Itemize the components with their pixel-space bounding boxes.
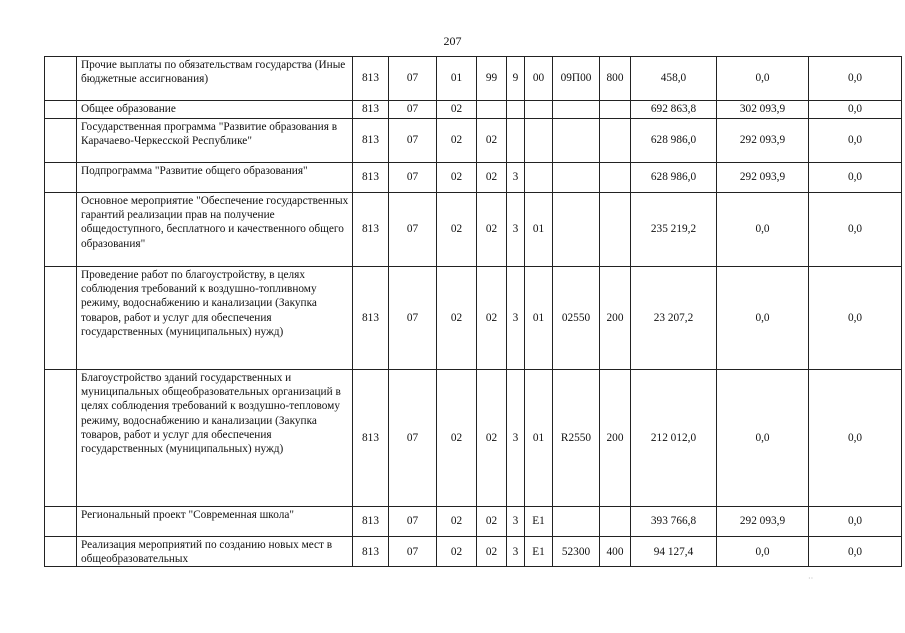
program-code: 99 bbox=[477, 57, 507, 101]
sum-year2: 0,0 bbox=[717, 193, 809, 267]
sum-year1: 393 766,8 bbox=[631, 507, 717, 537]
page-number: 207 bbox=[443, 34, 462, 48]
subprogram-code: 3 bbox=[507, 193, 525, 267]
sum-year1: 628 986,0 bbox=[631, 163, 717, 193]
event-code: E1 bbox=[525, 537, 553, 567]
program-code: 02 bbox=[477, 507, 507, 537]
program-code: 02 bbox=[477, 537, 507, 567]
subprogram-code bbox=[507, 101, 525, 119]
section-code: 07 bbox=[389, 267, 437, 370]
row-name: Реализация мероприятий по созданию новых мест в общеобразовательных bbox=[77, 537, 353, 567]
event-code: 01 bbox=[525, 370, 553, 507]
sum-year1: 692 863,8 bbox=[631, 101, 717, 119]
direction-code bbox=[553, 119, 600, 163]
row-name: Прочие выплаты по обязательствам государства (Иные бюджетные ассигнования) bbox=[77, 57, 353, 101]
direction-code bbox=[553, 101, 600, 119]
program-code: 02 bbox=[477, 119, 507, 163]
ministry-code: 813 bbox=[353, 267, 389, 370]
sum-year2: 0,0 bbox=[717, 370, 809, 507]
table-row bbox=[45, 267, 902, 370]
ministry-code: 813 bbox=[353, 101, 389, 119]
sum-year1: 23 207,2 bbox=[631, 267, 717, 370]
ministry-code: 813 bbox=[353, 193, 389, 267]
row-name: Государственная программа "Развитие образования в Карачаево-Черкесской Республике" bbox=[77, 119, 353, 163]
table-row bbox=[45, 370, 902, 507]
subprogram-code: 3 bbox=[507, 163, 525, 193]
sum-year3: 0,0 bbox=[809, 370, 902, 507]
sum-year1: 458,0 bbox=[631, 57, 717, 101]
sum-year3: 0,0 bbox=[809, 267, 902, 370]
section-code: 07 bbox=[389, 507, 437, 537]
row-name: Общее образование bbox=[77, 101, 353, 119]
event-code bbox=[525, 101, 553, 119]
blank-cell bbox=[45, 267, 77, 370]
expense-type-code: 800 bbox=[600, 57, 631, 101]
blank-cell bbox=[45, 537, 77, 567]
blank-cell bbox=[45, 370, 77, 507]
program-code: 02 bbox=[477, 370, 507, 507]
sum-year3: 0,0 bbox=[809, 163, 902, 193]
sum-year3: 0,0 bbox=[809, 193, 902, 267]
ministry-code: 813 bbox=[353, 370, 389, 507]
subsection-code: 02 bbox=[437, 193, 477, 267]
direction-code: 02550 bbox=[553, 267, 600, 370]
section-code: 07 bbox=[389, 119, 437, 163]
sum-year1: 235 219,2 bbox=[631, 193, 717, 267]
row-name: Благоустройство зданий государственных и муниципальных общеобразовательных организаций в целях соблюдения требований к воздушно-тепловому режиму, водоснабжению и канализации (Закупка товаров, работ и услуг для обеспечения государственных (муниципальных) нужд) bbox=[77, 370, 353, 507]
direction-code: 52300 bbox=[553, 537, 600, 567]
budget-table bbox=[44, 56, 902, 567]
table-row bbox=[45, 57, 902, 101]
direction-code: 09П00 bbox=[553, 57, 600, 101]
program-code: 02 bbox=[477, 267, 507, 370]
subsection-code: 02 bbox=[437, 163, 477, 193]
table-row bbox=[45, 101, 902, 119]
sum-year3: 0,0 bbox=[809, 537, 902, 567]
sum-year3: 0,0 bbox=[809, 119, 902, 163]
direction-code bbox=[553, 193, 600, 267]
section-code: 07 bbox=[389, 101, 437, 119]
row-name: Подпрограмма "Развитие общего образования" bbox=[77, 163, 353, 193]
expense-type-code: 200 bbox=[600, 267, 631, 370]
table-row bbox=[45, 119, 902, 163]
blank-cell bbox=[45, 193, 77, 267]
subsection-code: 01 bbox=[437, 57, 477, 101]
subsection-code: 02 bbox=[437, 370, 477, 507]
subsection-code: 02 bbox=[437, 101, 477, 119]
event-code bbox=[525, 119, 553, 163]
sum-year3: 0,0 bbox=[809, 101, 902, 119]
sum-year2: 0,0 bbox=[717, 267, 809, 370]
direction-code bbox=[553, 507, 600, 537]
expense-type-code bbox=[600, 193, 631, 267]
subprogram-code: 3 bbox=[507, 267, 525, 370]
program-code: 02 bbox=[477, 163, 507, 193]
scan-speck: ·· bbox=[808, 574, 814, 583]
program-code bbox=[477, 101, 507, 119]
subsection-code: 02 bbox=[437, 119, 477, 163]
subsection-code: 02 bbox=[437, 507, 477, 537]
blank-cell bbox=[45, 57, 77, 101]
sum-year1: 212 012,0 bbox=[631, 370, 717, 507]
ministry-code: 813 bbox=[353, 507, 389, 537]
sum-year1: 94 127,4 bbox=[631, 537, 717, 567]
event-code: 01 bbox=[525, 267, 553, 370]
section-code: 07 bbox=[389, 370, 437, 507]
section-code: 07 bbox=[389, 163, 437, 193]
row-name: Основное мероприятие "Обеспечение государственных гарантий реализации прав на получение общедоступного, бесплатного и качественного общего образования" bbox=[77, 193, 353, 267]
sum-year1: 628 986,0 bbox=[631, 119, 717, 163]
ministry-code: 813 bbox=[353, 163, 389, 193]
event-code: 01 bbox=[525, 193, 553, 267]
blank-cell bbox=[45, 119, 77, 163]
blank-cell bbox=[45, 101, 77, 119]
table-row bbox=[45, 163, 902, 193]
table-row bbox=[45, 537, 902, 567]
expense-type-code bbox=[600, 101, 631, 119]
ministry-code: 813 bbox=[353, 57, 389, 101]
table-row bbox=[45, 507, 902, 537]
subprogram-code: 3 bbox=[507, 537, 525, 567]
sum-year3: 0,0 bbox=[809, 57, 902, 101]
subsection-code: 02 bbox=[437, 537, 477, 567]
expense-type-code bbox=[600, 119, 631, 163]
sum-year2: 302 093,9 bbox=[717, 101, 809, 119]
row-name: Региональный проект "Современная школа" bbox=[77, 507, 353, 537]
section-code: 07 bbox=[389, 537, 437, 567]
sum-year3: 0,0 bbox=[809, 507, 902, 537]
event-code bbox=[525, 163, 553, 193]
event-code: 00 bbox=[525, 57, 553, 101]
subprogram-code: 3 bbox=[507, 507, 525, 537]
expense-type-code bbox=[600, 163, 631, 193]
section-code: 07 bbox=[389, 57, 437, 101]
subprogram-code: 9 bbox=[507, 57, 525, 101]
ministry-code: 813 bbox=[353, 537, 389, 567]
sum-year2: 0,0 bbox=[717, 537, 809, 567]
blank-cell bbox=[45, 163, 77, 193]
expense-type-code: 200 bbox=[600, 370, 631, 507]
sum-year2: 292 093,9 bbox=[717, 119, 809, 163]
sum-year2: 0,0 bbox=[717, 57, 809, 101]
blank-cell bbox=[45, 507, 77, 537]
row-name: Проведение работ по благоустройству, в целях соблюдения требований к воздушно-топливному режиму, водоснабжению и канализации (Закупка товаров, работ и услуг для обеспечения государственных (муниципальных) нужд) bbox=[77, 267, 353, 370]
direction-code: R2550 bbox=[553, 370, 600, 507]
event-code: E1 bbox=[525, 507, 553, 537]
table-row bbox=[45, 193, 902, 267]
expense-type-code bbox=[600, 507, 631, 537]
subprogram-code bbox=[507, 119, 525, 163]
direction-code bbox=[553, 163, 600, 193]
ministry-code: 813 bbox=[353, 119, 389, 163]
sum-year2: 292 093,9 bbox=[717, 507, 809, 537]
sum-year2: 292 093,9 bbox=[717, 163, 809, 193]
program-code: 02 bbox=[477, 193, 507, 267]
expense-type-code: 400 bbox=[600, 537, 631, 567]
subsection-code: 02 bbox=[437, 267, 477, 370]
section-code: 07 bbox=[389, 193, 437, 267]
subprogram-code: 3 bbox=[507, 370, 525, 507]
